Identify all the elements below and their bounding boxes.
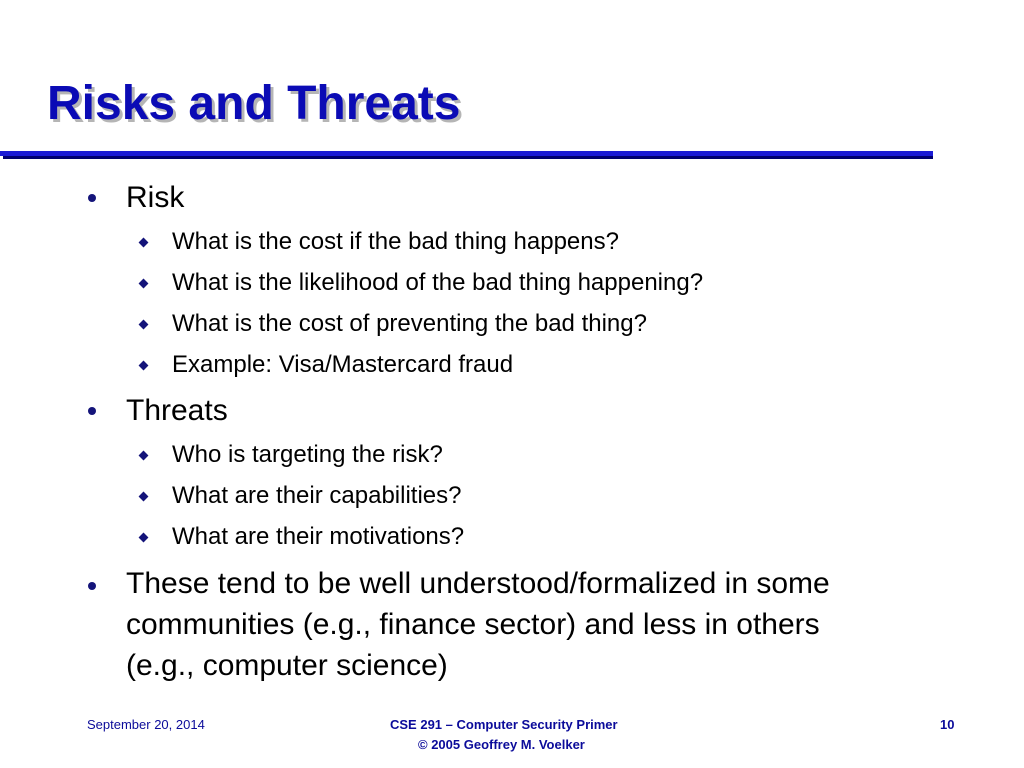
sub-bullet: What are their motivations? [172, 523, 465, 550]
sub-bullet: What is the likelihood of the bad thing happening? [172, 269, 704, 296]
bullet-dot [88, 194, 96, 202]
sub-bullet: What are their capabilities? [172, 482, 462, 509]
title-underline-shadow [3, 156, 933, 159]
sub-bullet-diamond [139, 451, 149, 461]
sub-bullet-diamond [139, 361, 149, 371]
bullet-dot [88, 407, 96, 415]
slide-title: Risks and Threats [47, 77, 461, 130]
sub-bullet: Who is targeting the risk? [172, 441, 443, 468]
footer-copyright: © 2005 Geoffrey M. Voelker [418, 737, 585, 752]
sub-bullet: Example: Visa/Mastercard fraud [172, 351, 514, 378]
sub-bullet-diamond [139, 238, 149, 248]
sub-bullet-diamond [139, 533, 149, 543]
sub-bullet-diamond [139, 320, 149, 330]
bullet-text-line: These tend to be well understood/formalized in some [126, 567, 830, 600]
bullet-text-line: communities (e.g., finance sector) and less in others [126, 608, 820, 641]
bullet-text-line: (e.g., computer science) [126, 649, 448, 682]
footer-course: CSE 291 – Computer Security Primer [390, 717, 618, 732]
sub-bullet-diamond [139, 492, 149, 502]
bullet-dot [88, 582, 96, 590]
footer-date: September 20, 2014 [87, 717, 205, 732]
sub-bullet: What is the cost if the bad thing happens? [172, 228, 619, 255]
sub-bullet-diamond [139, 279, 149, 289]
bullet-threats: Threats [126, 394, 228, 427]
bullet-risk: Risk [126, 181, 185, 214]
sub-bullet: What is the cost of preventing the bad thing? [172, 310, 647, 337]
footer-page-number: 10 [940, 717, 955, 732]
